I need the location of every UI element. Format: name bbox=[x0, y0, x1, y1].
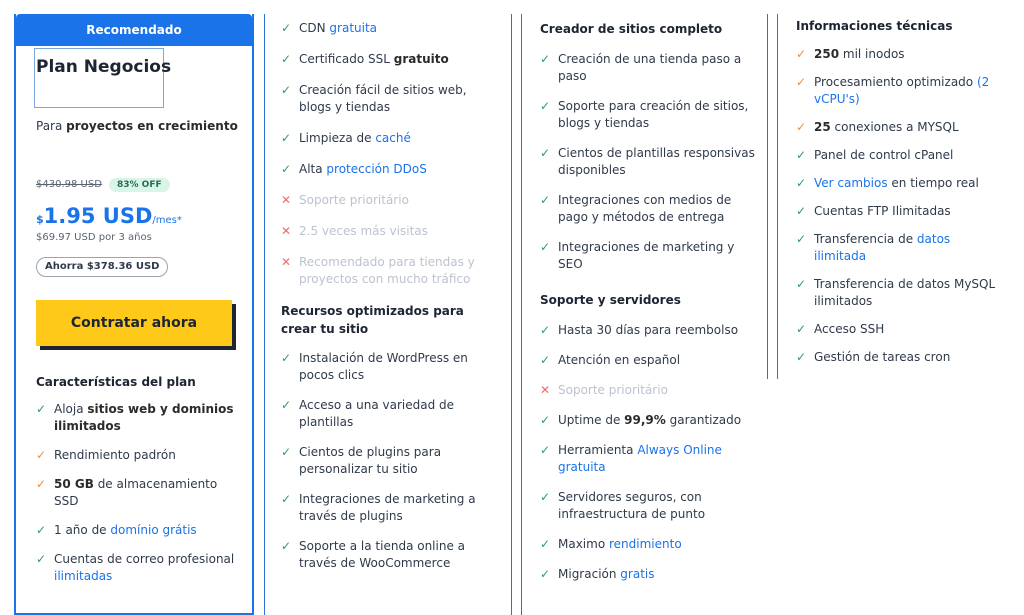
feature-item bbox=[540, 566, 755, 583]
feature-item bbox=[281, 51, 496, 68]
check-icon: ✓ bbox=[36, 552, 47, 566]
feature-text-part: veces más visitas bbox=[318, 224, 428, 238]
feature-item bbox=[281, 161, 496, 178]
col3-title-builder: Creador de sitios completo bbox=[540, 22, 723, 36]
check-icon: ✓ bbox=[796, 350, 807, 364]
col2-resources-list bbox=[281, 350, 496, 585]
check-icon: ✓ bbox=[540, 490, 551, 504]
check-icon: ✓ bbox=[540, 240, 551, 254]
feature-text bbox=[558, 99, 748, 130]
feature-text bbox=[558, 146, 755, 177]
price-amount: 1.95 USD bbox=[43, 204, 153, 228]
feature-text-part: Cientos de plugins para personalizar tu sitio bbox=[299, 445, 442, 476]
plan-card bbox=[14, 14, 254, 615]
feature-item bbox=[281, 82, 496, 116]
feature-text-part: Integraciones de marketing a través de plugins bbox=[299, 492, 476, 523]
feature-text bbox=[54, 477, 217, 508]
feature-text-part: Uptime de bbox=[558, 413, 625, 427]
col3-title-support: Soporte y servidores bbox=[540, 293, 681, 307]
check-icon: ✓ bbox=[796, 75, 807, 89]
feature-text bbox=[814, 232, 950, 263]
check-icon: ✓ bbox=[796, 120, 807, 134]
feature-text bbox=[814, 120, 959, 134]
check-icon: ✓ bbox=[36, 448, 47, 462]
feature-text-part: Soporte prioritário bbox=[299, 193, 409, 207]
feature-text-part: Alta bbox=[299, 162, 327, 176]
feature-link[interactable]: datos ilimitada bbox=[814, 232, 951, 263]
feature-text-part: Integraciones de marketing y SEO bbox=[558, 240, 735, 271]
feature-item bbox=[36, 476, 241, 510]
feature-text bbox=[814, 148, 953, 162]
feature-text-part: Maximo bbox=[558, 537, 609, 551]
feature-item bbox=[540, 192, 755, 226]
cross-icon: ✕ bbox=[281, 224, 292, 238]
feature-link[interactable]: Ver cambios bbox=[814, 176, 888, 190]
feature-text bbox=[814, 277, 995, 308]
feature-text-part: Procesamiento optimizado bbox=[814, 75, 977, 89]
feature-item bbox=[540, 145, 755, 179]
feature-item bbox=[281, 444, 496, 478]
feature-bold: 250 bbox=[814, 47, 840, 61]
check-icon: ✓ bbox=[796, 277, 807, 291]
feature-text-part: Cuentas FTP Ilimitadas bbox=[814, 204, 951, 218]
feature-text-part: Cientos de plantillas responsivas disponibles bbox=[558, 146, 755, 177]
feature-item bbox=[540, 489, 755, 523]
feature-text-part: Servidores seguros, con infraestructura de punto bbox=[558, 490, 706, 521]
feature-text bbox=[299, 21, 377, 35]
feature-text-part: Panel de control cPanel bbox=[814, 148, 954, 162]
feature-item bbox=[281, 397, 496, 431]
column-divider bbox=[767, 14, 768, 379]
feature-item bbox=[281, 254, 496, 288]
column-divider bbox=[511, 14, 512, 615]
feature-item bbox=[796, 147, 1006, 164]
plan-subtitle bbox=[36, 119, 238, 133]
feature-text-part: 1 año de bbox=[54, 523, 111, 537]
feature-link[interactable]: rendimiento bbox=[609, 537, 682, 551]
feature-item bbox=[796, 175, 1006, 192]
feature-link[interactable]: ilimitadas bbox=[54, 569, 113, 583]
feature-text-part: conexiones a MYSQL bbox=[830, 120, 959, 134]
feature-text-part: Integraciones con medios de pago y métodos de entrega bbox=[558, 193, 732, 224]
check-icon: ✓ bbox=[281, 52, 292, 66]
feature-text-part: Instalación de WordPress en pocos clics bbox=[299, 351, 468, 382]
feature-link[interactable]: Always Online gratuita bbox=[558, 443, 722, 474]
feature-text bbox=[54, 402, 234, 433]
check-icon: ✓ bbox=[540, 413, 551, 427]
feature-item bbox=[281, 130, 496, 147]
feature-bold: 2.5 bbox=[299, 224, 319, 238]
col2-section-title: Recursos optimizados para crear tu sitio bbox=[281, 304, 464, 336]
column-divider bbox=[521, 14, 522, 615]
check-icon: ✓ bbox=[540, 323, 551, 337]
feature-text-part: Hasta 30 días para reembolso bbox=[558, 323, 739, 337]
cross-icon: ✕ bbox=[281, 255, 292, 269]
feature-text bbox=[814, 75, 989, 106]
col2-features-list bbox=[281, 20, 496, 302]
feature-text-part: Soporte a la tienda online a través de WooCommerce bbox=[299, 539, 466, 570]
discount-badge: 83% OFF bbox=[109, 178, 170, 192]
cross-icon: ✕ bbox=[540, 383, 551, 397]
col3-support-list bbox=[540, 322, 755, 596]
check-icon: ✓ bbox=[796, 176, 807, 190]
feature-text-part: Soporte prioritário bbox=[558, 383, 668, 397]
price bbox=[36, 204, 182, 228]
feature-bold: gratuito bbox=[393, 52, 449, 66]
column-divider bbox=[777, 14, 778, 379]
col4-title: Informaciones técnicas bbox=[796, 19, 953, 33]
check-icon: ✓ bbox=[540, 99, 551, 113]
feature-text bbox=[299, 193, 409, 207]
check-icon: ✓ bbox=[281, 539, 292, 553]
feature-item bbox=[540, 51, 755, 85]
old-price: $430.98 USD bbox=[36, 179, 102, 190]
feature-text bbox=[299, 83, 467, 114]
feature-item bbox=[36, 522, 241, 539]
feature-item bbox=[281, 20, 496, 37]
feature-text bbox=[558, 413, 741, 427]
feature-bold: 50 GB bbox=[54, 477, 94, 491]
feature-text bbox=[299, 445, 441, 476]
feature-link[interactable]: (2 vCPU's) bbox=[814, 75, 990, 106]
feature-item bbox=[540, 239, 755, 273]
check-icon: ✓ bbox=[281, 83, 292, 97]
col4-tech-list bbox=[796, 46, 1006, 377]
feature-item bbox=[281, 491, 496, 525]
feature-text-part: Migración bbox=[558, 567, 621, 581]
feature-text bbox=[558, 567, 655, 581]
feature-text-part: de almacenamiento SSD bbox=[54, 477, 218, 508]
feature-item bbox=[796, 46, 1006, 63]
feature-item bbox=[281, 350, 496, 384]
check-icon: ✓ bbox=[281, 131, 292, 145]
feature-link[interactable]: gratis bbox=[620, 567, 655, 581]
feature-item bbox=[36, 447, 241, 464]
feature-bold: 99,9% bbox=[624, 413, 666, 427]
recommended-banner: Recomendado bbox=[16, 14, 252, 46]
feature-link[interactable]: caché bbox=[375, 131, 411, 145]
check-icon: ✓ bbox=[281, 162, 292, 176]
check-icon: ✓ bbox=[796, 204, 807, 218]
feature-text bbox=[299, 255, 475, 286]
feature-text bbox=[814, 322, 884, 336]
check-icon: ✓ bbox=[281, 445, 292, 459]
plan-subtitle-prefix: Para bbox=[36, 119, 67, 133]
feature-item bbox=[540, 412, 755, 429]
feature-item bbox=[796, 276, 1006, 310]
feature-text bbox=[299, 492, 476, 523]
feature-text-part: Transferencia de datos MySQL ilimitados bbox=[814, 277, 996, 308]
feature-item bbox=[796, 349, 1006, 366]
feature-text-part: en tiempo real bbox=[887, 176, 979, 190]
feature-item bbox=[796, 119, 1006, 136]
feature-item bbox=[540, 382, 755, 399]
savings-badge: Ahorra $378.36 USD bbox=[36, 257, 168, 277]
feature-text-part: garantizado bbox=[665, 413, 742, 427]
feature-item bbox=[36, 401, 241, 435]
feature-text bbox=[299, 398, 454, 429]
feature-item bbox=[540, 322, 755, 339]
feature-text-part: Acceso a una variedad de plantillas bbox=[299, 398, 455, 429]
feature-text bbox=[558, 490, 705, 521]
feature-item bbox=[796, 321, 1006, 338]
feature-text bbox=[54, 523, 197, 537]
check-icon: ✓ bbox=[796, 232, 807, 246]
feature-text-part: Creación de una tienda paso a paso bbox=[558, 52, 742, 83]
feature-text bbox=[299, 52, 449, 66]
feature-text-part: Soporte para creación de sitios, blogs y tiendas bbox=[558, 99, 749, 130]
feature-text-part: Herramienta bbox=[558, 443, 638, 457]
feature-text-part: Certificado SSL bbox=[299, 52, 394, 66]
feature-text bbox=[54, 552, 234, 583]
check-icon: ✓ bbox=[540, 567, 551, 581]
check-icon: ✓ bbox=[281, 21, 292, 35]
feature-item bbox=[540, 352, 755, 369]
feature-text bbox=[299, 539, 465, 570]
feature-item bbox=[796, 74, 1006, 108]
feature-text bbox=[558, 193, 731, 224]
check-icon: ✓ bbox=[540, 443, 551, 457]
feature-text-part: CDN bbox=[299, 21, 330, 35]
feature-text-part: Cuentas de correo profesional bbox=[54, 552, 235, 566]
feature-text bbox=[558, 383, 668, 397]
feature-text-part: Atención en español bbox=[558, 353, 681, 367]
col3-builder-list bbox=[540, 51, 755, 286]
cross-icon: ✕ bbox=[281, 193, 292, 207]
check-icon: ✓ bbox=[281, 492, 292, 506]
feature-link[interactable]: protección DDoS bbox=[326, 162, 427, 176]
feature-text bbox=[558, 353, 680, 367]
feature-link[interactable]: domínio grátis bbox=[110, 523, 197, 537]
price-period: /mes* bbox=[152, 215, 182, 226]
feature-item bbox=[540, 98, 755, 132]
feature-text bbox=[814, 350, 950, 364]
plan-features-list bbox=[36, 401, 241, 597]
feature-text bbox=[299, 162, 427, 176]
feature-bold: sitios web y dominios ilimitados bbox=[54, 402, 234, 433]
feature-text bbox=[814, 47, 905, 61]
feature-text bbox=[558, 443, 722, 474]
plan-name: Plan Negocios bbox=[36, 57, 172, 77]
feature-item bbox=[540, 536, 755, 553]
feature-text bbox=[558, 52, 741, 83]
feature-text bbox=[558, 323, 738, 337]
price-note: $69.97 USD por 3 años bbox=[36, 232, 152, 243]
feature-text bbox=[54, 448, 176, 462]
check-icon: ✓ bbox=[36, 523, 47, 537]
feature-text-part: Rendimiento padrón bbox=[54, 448, 176, 462]
check-icon: ✓ bbox=[540, 353, 551, 367]
features-title: Características del plan bbox=[36, 375, 196, 389]
feature-item bbox=[540, 442, 755, 476]
feature-item bbox=[281, 538, 496, 572]
contratar-button[interactable]: Contratar ahora bbox=[36, 300, 232, 346]
feature-text-part: Gestión de tareas cron bbox=[814, 350, 951, 364]
check-icon: ✓ bbox=[796, 148, 807, 162]
feature-text bbox=[814, 204, 951, 218]
feature-text bbox=[814, 176, 979, 190]
check-icon: ✓ bbox=[540, 52, 551, 66]
check-icon: ✓ bbox=[540, 537, 551, 551]
feature-text bbox=[299, 224, 428, 238]
feature-text-part: Transferencia de bbox=[814, 232, 917, 246]
feature-text-part: Aloja bbox=[54, 402, 88, 416]
price-currency: $ bbox=[36, 213, 44, 226]
feature-text-part: Limpieza de bbox=[299, 131, 376, 145]
feature-item bbox=[281, 192, 496, 209]
feature-text bbox=[558, 240, 734, 271]
feature-bold: 25 bbox=[814, 120, 831, 134]
feature-text bbox=[299, 351, 468, 382]
feature-text-part: Creación fácil de sitios web, blogs y tiendas bbox=[299, 83, 467, 114]
feature-item bbox=[281, 223, 496, 240]
feature-item bbox=[796, 203, 1006, 220]
check-icon: ✓ bbox=[540, 146, 551, 160]
check-icon: ✓ bbox=[281, 398, 292, 412]
check-icon: ✓ bbox=[36, 477, 47, 491]
feature-text bbox=[299, 131, 411, 145]
check-icon: ✓ bbox=[796, 47, 807, 61]
feature-text-part: Acceso SSH bbox=[814, 322, 885, 336]
feature-text-part: Recomendado para tiendas y proyectos con mucho tráfico bbox=[299, 255, 475, 286]
feature-item bbox=[796, 231, 1006, 265]
feature-text-part: mil inodos bbox=[839, 47, 905, 61]
feature-link[interactable]: gratuita bbox=[329, 21, 378, 35]
check-icon: ✓ bbox=[796, 322, 807, 336]
column-divider bbox=[264, 14, 265, 615]
feature-text bbox=[558, 537, 682, 551]
check-icon: ✓ bbox=[540, 193, 551, 207]
check-icon: ✓ bbox=[36, 402, 47, 416]
plan-subtitle-bold: proyectos en crecimiento bbox=[66, 119, 238, 133]
feature-item bbox=[36, 551, 241, 585]
check-icon: ✓ bbox=[281, 351, 292, 365]
